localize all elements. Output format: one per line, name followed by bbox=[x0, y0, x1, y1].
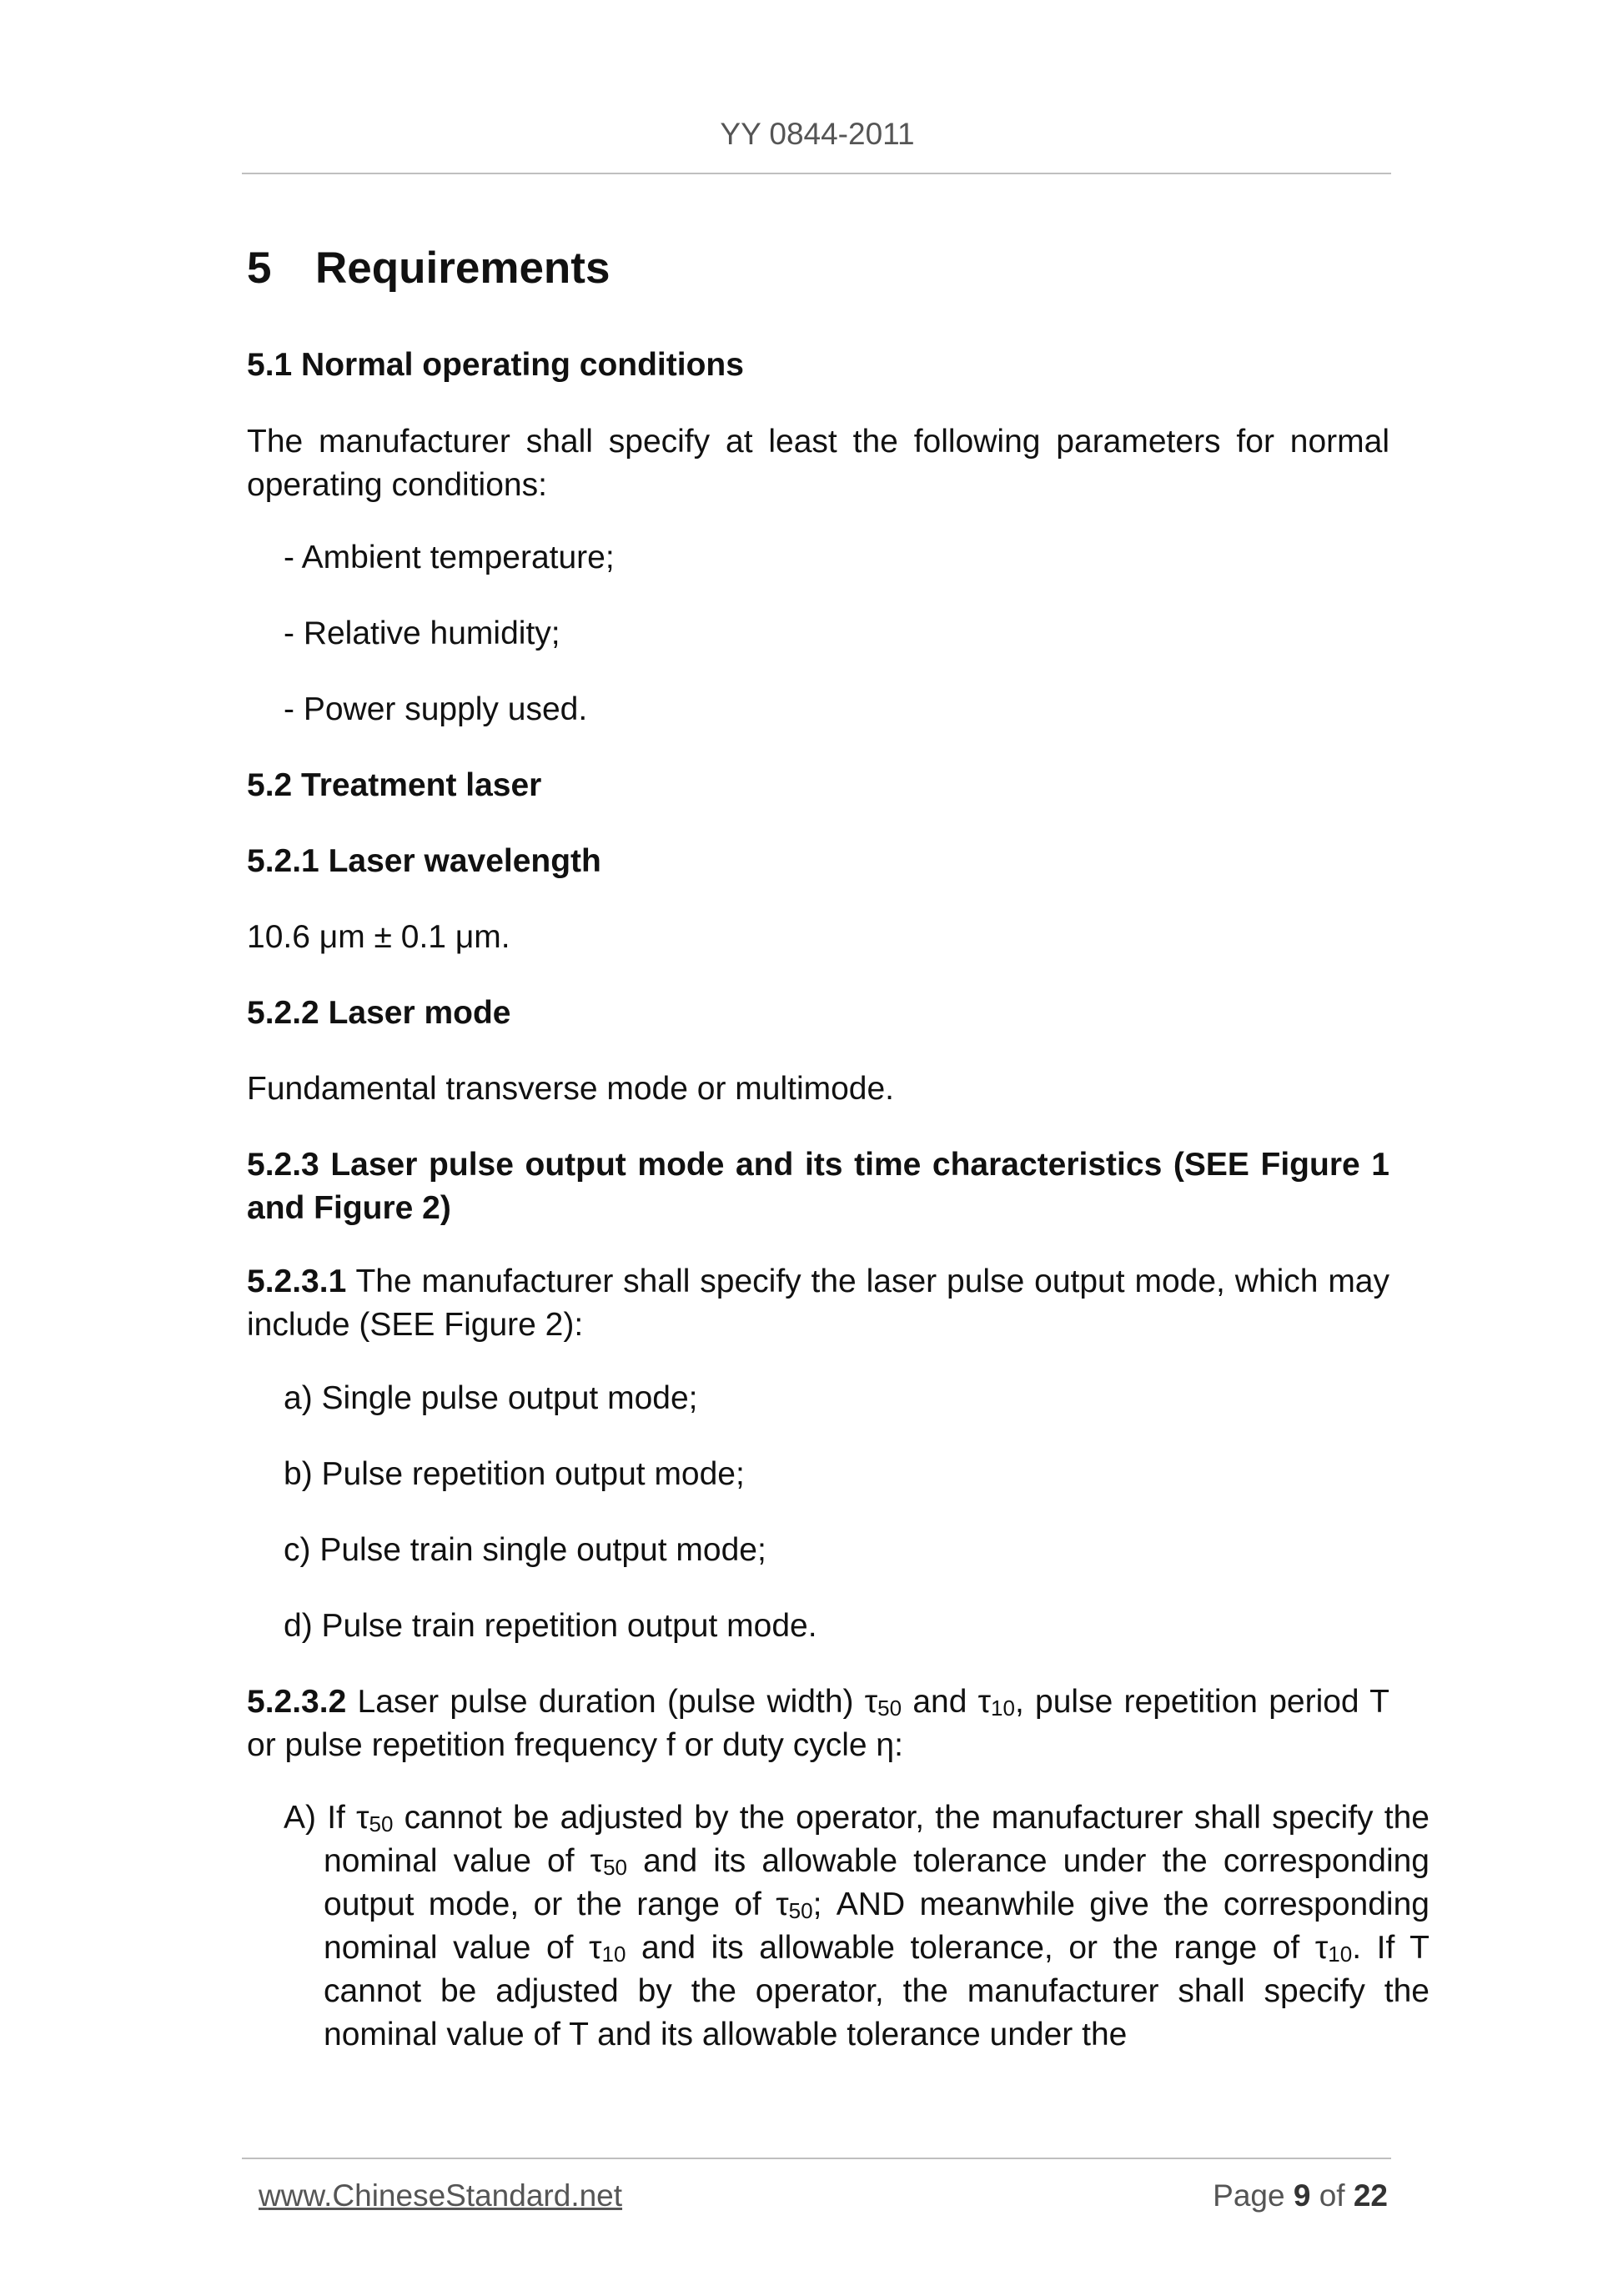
clause-number-5-2-3-1: 5.2.3.1 bbox=[247, 1264, 347, 1299]
footer-rule bbox=[242, 2158, 1391, 2159]
section-heading bbox=[247, 244, 1389, 294]
heading-5-2-2: 5.2.2 Laser mode bbox=[247, 995, 511, 1031]
header-rule bbox=[242, 173, 1391, 174]
list-item-d: d) Pulse train repetition output mode. bbox=[284, 1608, 817, 1644]
heading-5-1: 5.1 Normal operating conditions bbox=[247, 347, 744, 383]
heading-5-2-3: 5.2.3 Laser pulse output mode and its time characteristics (SEE Figure 1 and Figure 2) bbox=[247, 1147, 1389, 1226]
list-item-relative-humidity: - Relative humidity; bbox=[284, 615, 560, 651]
list-item-power-supply: - Power supply used. bbox=[284, 691, 588, 727]
header-doc-id: YY 0844-2011 bbox=[720, 117, 915, 151]
clause-text-5-2-3-1: The manufacturer shall specify the laser pulse output mode, which may include (SEE Figure 2): bbox=[247, 1264, 1389, 1343]
heading-5-2: 5.2 Treatment laser bbox=[247, 767, 542, 803]
clause-number-5-2-3-2: 5.2.3.2 bbox=[247, 1684, 347, 1720]
paragraph-wavelength: 10.6 μm ± 0.1 μm. bbox=[247, 919, 510, 955]
list-item-c: c) Pulse train single output mode; bbox=[284, 1532, 766, 1568]
section-number: 5 bbox=[247, 244, 272, 293]
footer-website-link[interactable]: www.ChineseStandard.net bbox=[259, 2178, 623, 2213]
paragraph-laser-mode: Fundamental transverse mode or multimode. bbox=[247, 1071, 895, 1107]
paragraph-5-2-3-2: 5.2.3.2 Laser pulse duration (pulse width) $\tau_{50}$ and $\tau_{10}$, pulse repetition period T or pulse repetition frequency f or duty cycle η: bbox=[247, 1684, 1389, 1763]
footer-page-number: Page 9 of 22 bbox=[1213, 2178, 1388, 2213]
heading-5-2-1: 5.2.1 Laser wavelength bbox=[247, 843, 601, 879]
paragraph-5-2-3-1 bbox=[247, 1260, 1389, 1347]
list-item-ambient-temperature: - Ambient temperature; bbox=[284, 540, 615, 575]
paragraph-5-1-intro: The manufacturer shall specify at least the following parameters for normal operating conditions: bbox=[247, 424, 1389, 503]
list-item-b: b) Pulse repetition output mode; bbox=[284, 1456, 745, 1492]
list-item-A: A) If $\tau_{50}$ cannot be adjusted by the operator, the manufacturer shall specify the nominal value of $\tau_{50}$ and its allowable tolerance under the corresponding output mode, or the range of $\tau_{50}$; AND meanwhile give the corresponding nominal value of $\tau_{10}$ and its allowable tolerance, or the range of $\tau_{10}$. If T cannot be adjusted by the operator, the manufacturer shall specify the nominal value of T and its allowable tolerance under the bbox=[284, 1800, 1430, 2052]
section-title: Requirements bbox=[315, 244, 611, 293]
list-item-a: a) Single pulse output mode; bbox=[284, 1380, 698, 1416]
